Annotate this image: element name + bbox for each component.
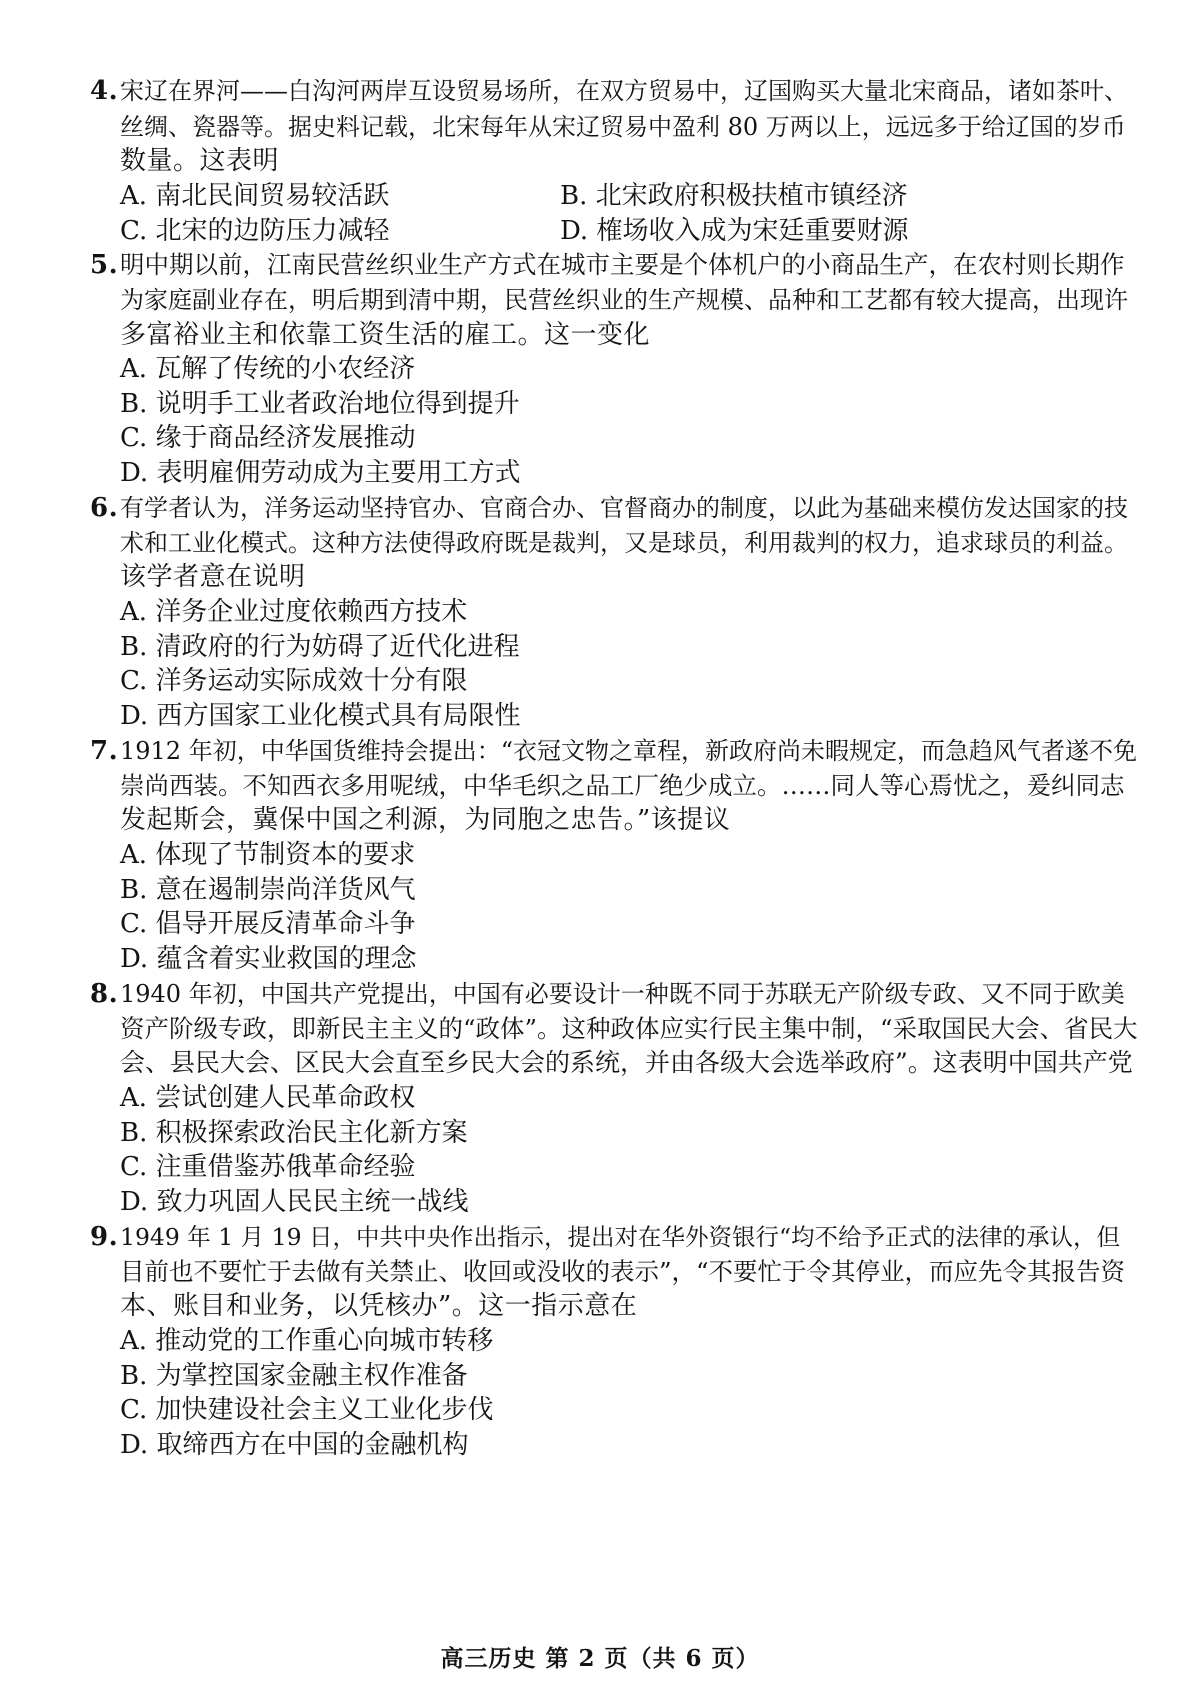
- option-c: C. 北宋的边防压力减轻: [120, 216, 390, 246]
- question-text-line: 明中期以前，江南民营丝织业生产方式在城市主要是个体机户的小商品生产，在农村则长期作: [120, 250, 1125, 279]
- option-b: B. 积极探索政治民主化新方案: [120, 1118, 468, 1148]
- question-text-line: 会、县民大会、区民大会直至乡民大会的系统，并由各级大会选举政府”。这表明中国共产党: [120, 1048, 1133, 1077]
- question-number: 7.: [90, 736, 119, 766]
- option-b: B. 为掌控国家金融主权作准备: [120, 1361, 468, 1391]
- question-number: 8.: [90, 979, 119, 1009]
- question-text-line: 数量。这表明: [120, 146, 280, 176]
- question-text-line: 术和工业化模式。这种方法使得政府既是裁判，又是球员，利用裁判的权力，追求球员的利益。: [120, 529, 1128, 557]
- question-text-line: 宋辽在界河——白沟河两岸互设贸易场所，在双方贸易中，辽国购买大量北宋商品，诸如茶叶、: [120, 77, 1128, 105]
- option-a: A. 瓦解了传统的小农经济: [120, 354, 416, 384]
- option-c: C. 洋务运动实际成效十分有限: [120, 666, 468, 696]
- question-number: 5.: [90, 250, 119, 280]
- option-a: A. 南北民间贸易较活跃: [120, 181, 390, 211]
- option-c: C. 加快建设社会主义工业化步伐: [120, 1395, 494, 1425]
- question-text-line: 本、账目和业务，以凭核办”。这一指示意在: [120, 1291, 638, 1321]
- question-text-line: 有学者认为，洋务运动坚持官办、官商合办、官督商办的制度，以此为基础来模仿发达国家的技: [120, 494, 1128, 522]
- option-a: A. 尝试创建人民革命政权: [120, 1083, 416, 1113]
- question-text-line: 为家庭副业存在，明后期到清中期，民营丝织业的生产规模、品种和工艺都有较大提高，出现许: [120, 286, 1128, 314]
- option-d: D. 榷场收入成为宋廷重要财源: [560, 216, 909, 246]
- question-text-line: 1940 年初，中国共产党提出，中国有必要设计一种既不同于苏联无产阶级专政、又不同于欧美: [120, 980, 1125, 1008]
- option-b: B. 意在遏制崇尚洋货风气: [120, 875, 416, 905]
- question-text-line: 丝绸、瓷器等。据史料记载，北宋每年从宋辽贸易中盈利 80 万两以上，远远多于给辽国的岁币: [120, 113, 1126, 141]
- page-footer: 高三历史 第 2 页（共 6 页）: [440, 1645, 760, 1672]
- question-number: 4.: [90, 76, 119, 106]
- question-text-line: 该学者意在说明: [120, 562, 306, 592]
- option-b: B. 北宋政府积极扶植市镇经济: [560, 181, 908, 211]
- question-text-line: 目前也不要忙于去做有关禁止、收回或没收的表示”，“不要忙于令其停业，而应先令其报告资: [120, 1257, 1126, 1286]
- option-b: B. 清政府的行为妨碍了近代化进程: [120, 632, 520, 662]
- question-number: 6.: [90, 493, 119, 523]
- question-text-line: 发起斯会，冀保中国之利源，为同胞之忠告。”该提议: [120, 805, 731, 835]
- option-d: D. 蕴含着实业救国的理念: [120, 944, 417, 974]
- option-d: D. 西方国家工业化模式具有局限性: [120, 701, 521, 731]
- option-d: D. 致力巩固人民民主统一战线: [120, 1187, 469, 1217]
- option-a: A. 体现了节制资本的要求: [120, 840, 416, 870]
- question-text-line: 资产阶级专政，即新民主主义的“政体”。这种政体应实行民主集中制，“采取国民大会、省民大: [120, 1014, 1138, 1043]
- option-c: C. 缘于商品经济发展推动: [120, 423, 416, 453]
- question-text-line: 1912 年初，中华国货维持会提出：“衣冠文物之章程，新政府尚未暇规定，而急趋风气者遂不免: [120, 737, 1137, 765]
- option-c: C. 注重借鉴苏俄革命经验: [120, 1152, 416, 1182]
- option-d: D. 表明雇佣劳动成为主要用工方式: [120, 458, 521, 488]
- option-b: B. 说明手工业者政治地位得到提升: [120, 389, 520, 419]
- question-text-line: 1949 年 1 月 19 日，中共中央作出指示，提出对在华外资银行“均不给予正式的法律的承认，但: [120, 1223, 1121, 1251]
- question-text-line: 多富裕业主和依靠工资生活的雇工。这一变化: [120, 320, 651, 350]
- option-a: A. 推动党的工作重心向城市转移: [120, 1326, 494, 1356]
- option-c: C. 倡导开展反清革命斗争: [120, 909, 416, 939]
- question-number: 9.: [90, 1222, 119, 1252]
- question-text-line: 崇尚西装。不知西衣多用呢绒，中华毛织之品工厂绝少成立。……同人等心焉忧之，爰纠同志: [120, 771, 1125, 800]
- option-d: D. 取缔西方在中国的金融机构: [120, 1430, 469, 1460]
- option-a: A. 洋务企业过度依赖西方技术: [120, 597, 468, 627]
